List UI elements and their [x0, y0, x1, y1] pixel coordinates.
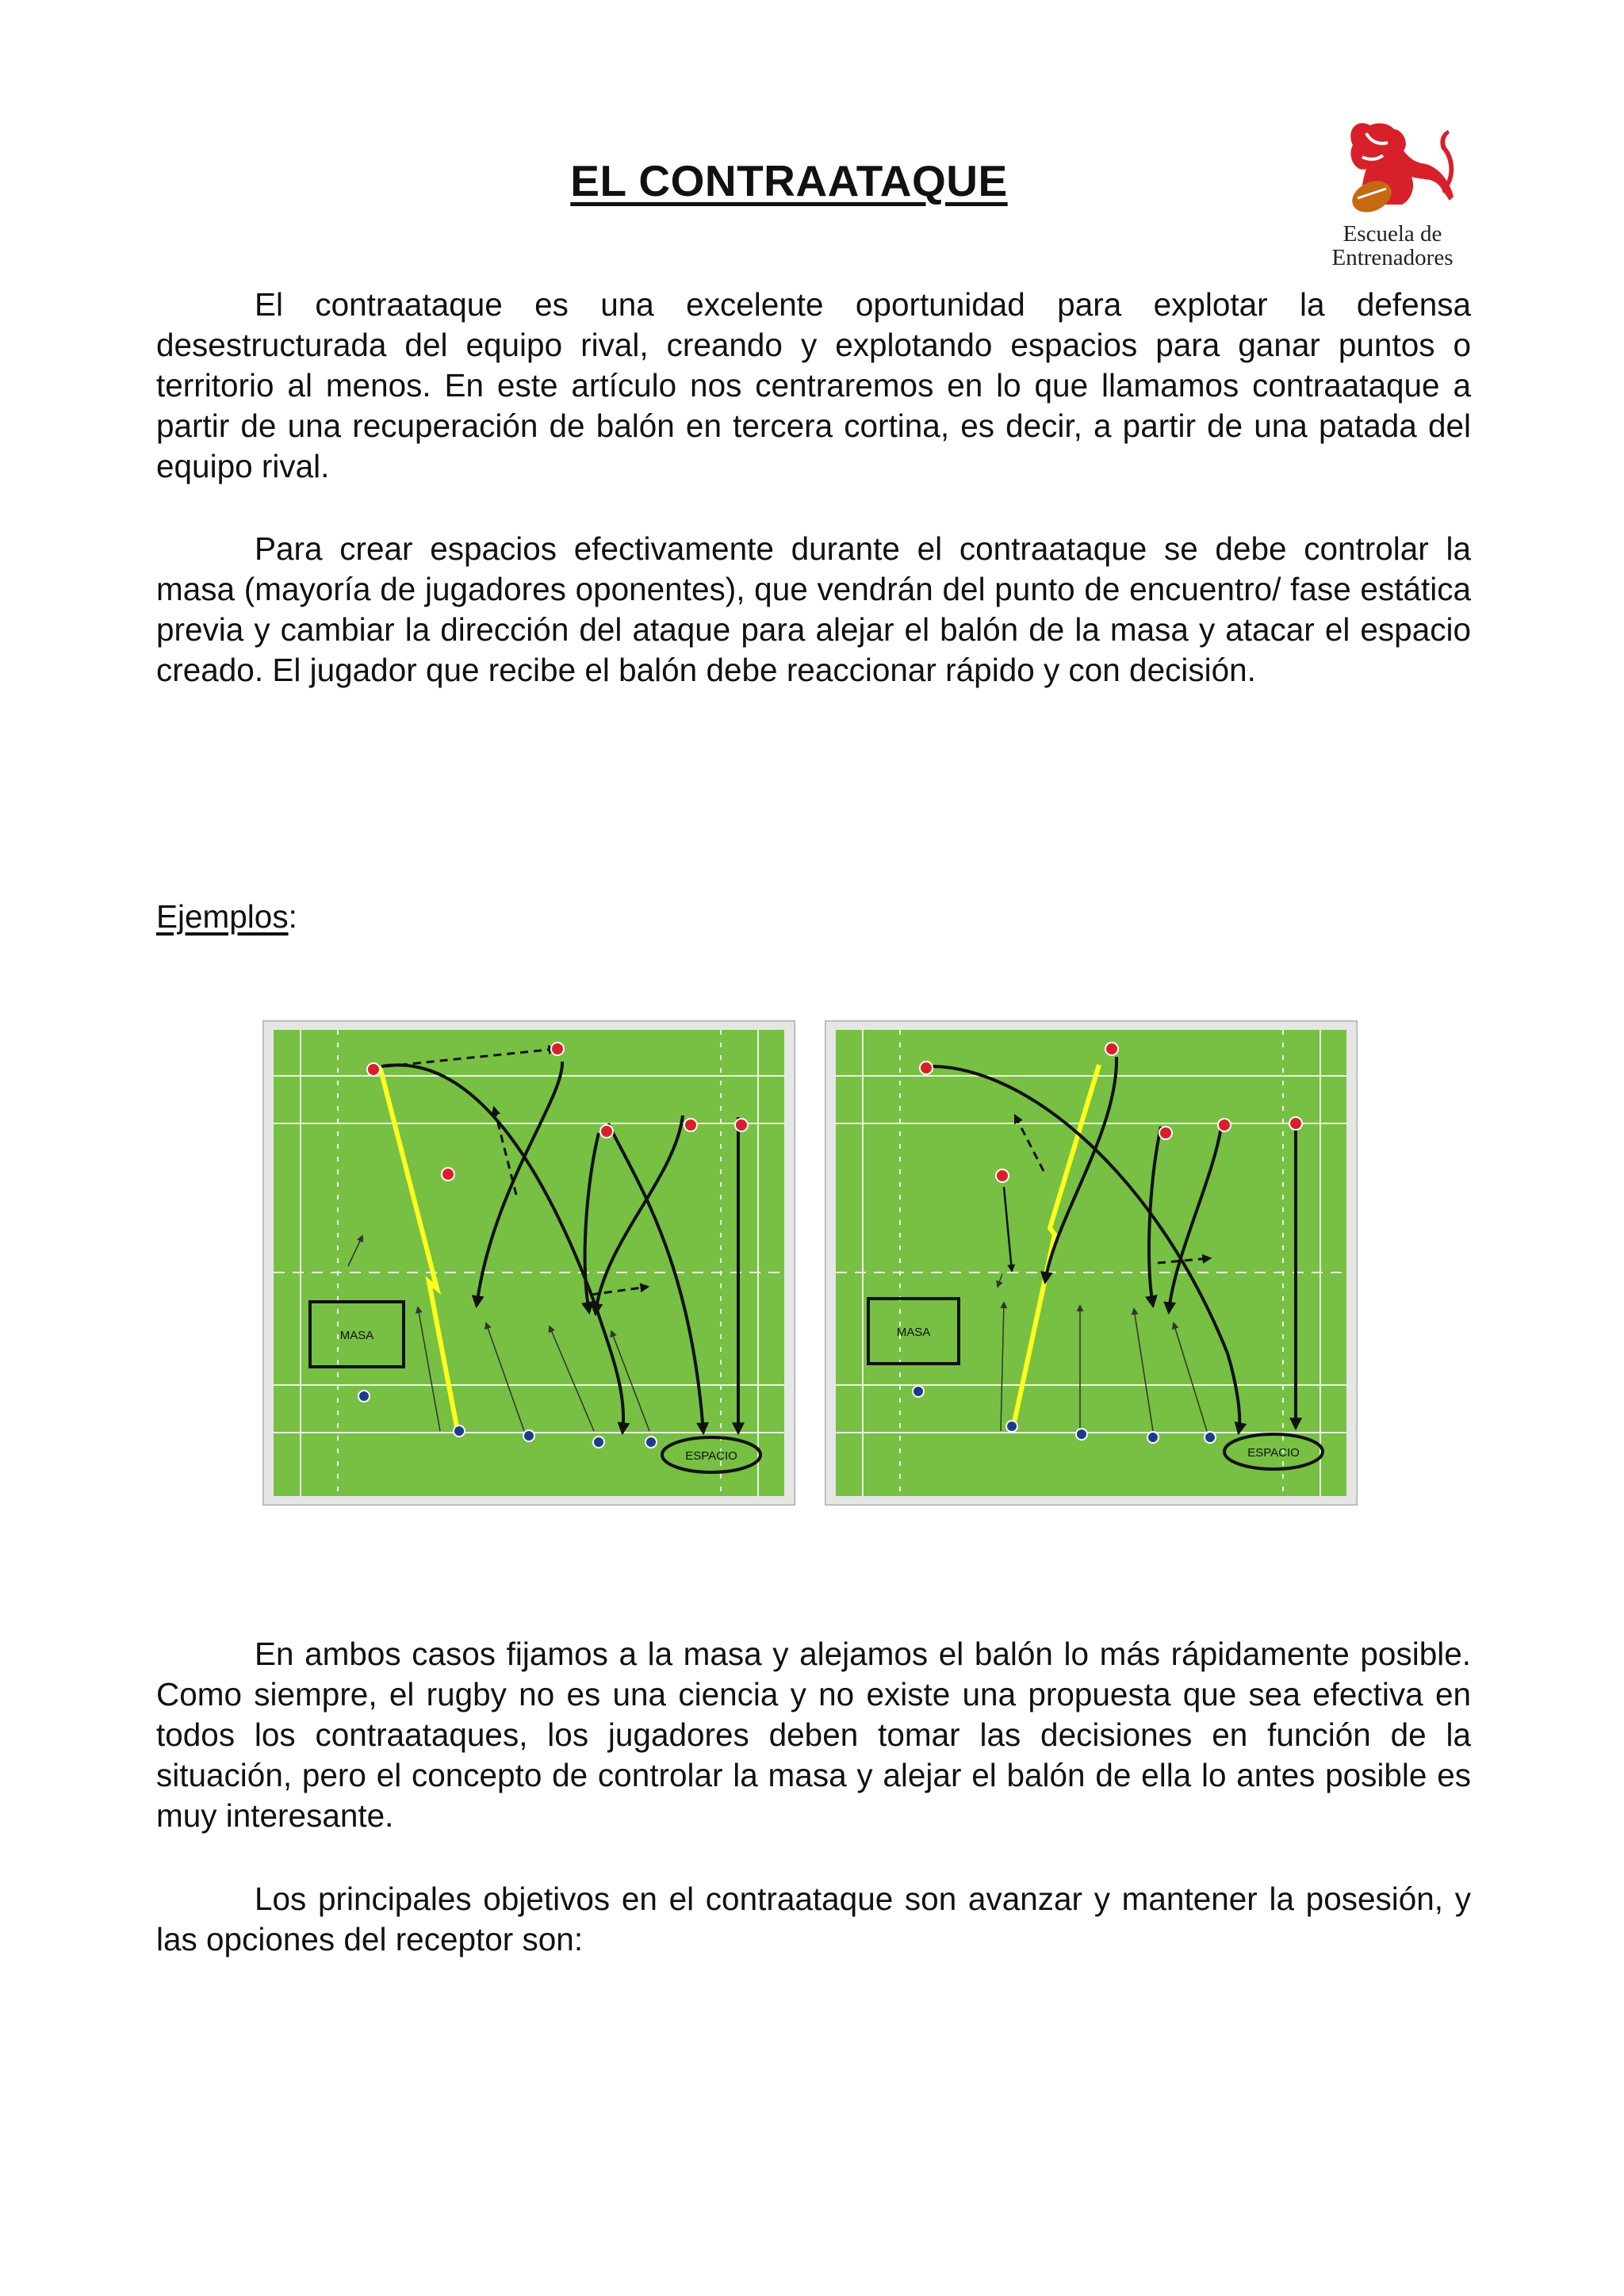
examples-colon: :: [288, 898, 297, 935]
field: [836, 1030, 1346, 1496]
mass-label: MASA: [896, 1326, 931, 1339]
examples-heading: [156, 897, 297, 937]
objectives-paragraph: Los principales objetivos en el contraataque son avanzar y mantener la posesión, y las opciones del receptor son:: [156, 1881, 1471, 1957]
counterattack-diagram-2: [825, 1020, 1358, 1506]
logo-text-line2: Entrenadores: [1331, 245, 1454, 270]
space-label: ESPACIO: [685, 1449, 737, 1463]
page-title: EL CONTRAATAQUE: [570, 156, 1008, 205]
logo-text-line1: Escuela de: [1342, 221, 1442, 247]
counterattack-diagram-1: [262, 1020, 795, 1506]
conclusion-paragraph: En ambos casos fijamos a la masa y alejamos el balón lo más rápidamente posible. Como siempre, el rugby no es una ciencia y no existe una propuesta que sea efectiva en todos los contraataques, los jugadores deben tomar las decisiones en función de la situación, pero el concepto de controlar la masa y alejar el balón de ella lo antes posible es muy interesante.: [156, 1636, 1471, 1834]
space-label: ESPACIO: [1247, 1446, 1300, 1460]
lion-emblem-icon: [1323, 101, 1462, 220]
intro-paragraph: El contraataque es una excelente oportunidad para explotar la defensa desestructurada del equipo rival, creando y explotando espacios para ganar puntos o territorio al menos. En este artículo nos centraremos en lo que llamamos contraataque a partir de una recuperación de balón en tercera cortina, es decir, a partir de una patada del equipo rival.: [156, 286, 1471, 484]
school-logo: [1313, 101, 1472, 273]
space-paragraph: Para crear espacios efectivamente durante el contraataque se debe controlar la masa (mayoría de jugadores oponentes), que vendrán del punto de encuentro/ fase estática previa y cambiar la dirección del ataque para alejar el balón de la masa y atacar el espacio creado. El jugador que recibe el balón debe reaccionar rápido y con decisión.: [156, 530, 1471, 688]
examples-label: Ejemplos: [156, 898, 289, 935]
mass-label: MASA: [339, 1329, 374, 1342]
